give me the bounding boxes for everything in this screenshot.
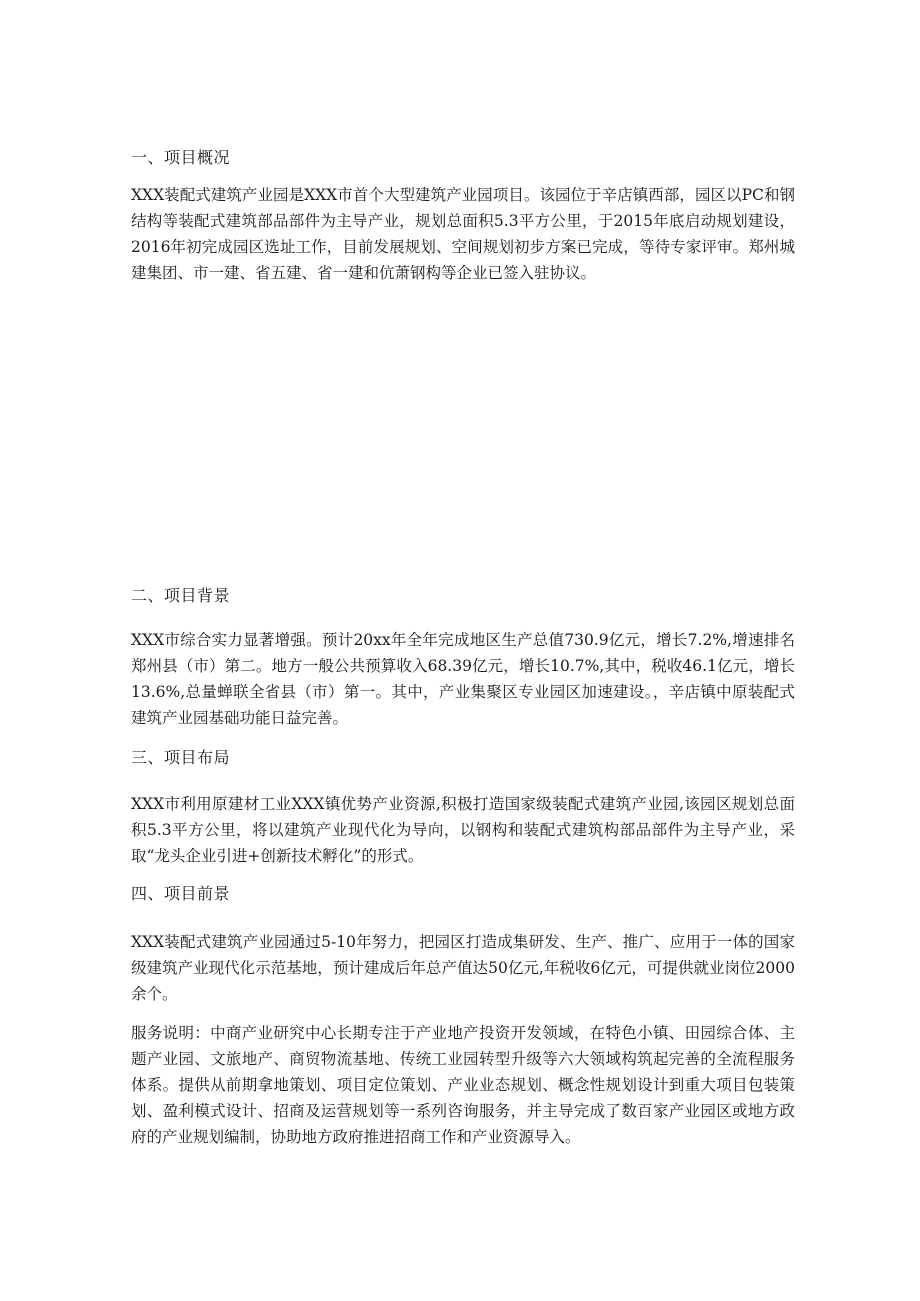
section-heading-prospects: 四、项目前景 <box>131 884 231 903</box>
section-heading-layout: 三、项目布局 <box>131 748 231 767</box>
section-paragraph-overview: XXX装配式建筑产业园是XXX市首个大型建筑产业园项目。该园位于辛店镇西部，园区以PC和钢结构等装配式建筑部品部件为主导产业，规划总面积5.3平方公里，于2015年底启动规划建设，2016年初完成园区选址工作，目前发展规划、空间规划初步方案已完成，等待专家评审。郑州城建集团、市一建、省五建、省一建和伉萧钢构等企业已签入驻协议。 <box>131 186 795 282</box>
service-note-paragraph: 服务说明：中商产业研究中心长期专注于产业地产投资开发领域，在特色小镇、田园综合体、主题产业园、文旅地产、商贸物流基地、传统工业园转型升级等六大领域构筑起完善的全流程服务体系。提供从前期拿地策划、项目定位策划、产业业态规划、概念性规划设计到重大项目包装策划、盈利模式设计、招商及运营规划等一系列咨询服务，并主导完成了数百家产业园区或地方政府的产业规划编制，协助地方政府推进招商工作和产业资源导入。 <box>131 1024 795 1146</box>
section-paragraph-background: XXX市综合实力显著增强。预计20xx年全年完成地区生产总值730.9亿元，增长7.2%,增速排名郑州县（市）第二。地方一般公共预算收入68.39亿元，增长10.7%,其中，税收46.1亿元，增长13.6%,总量蝉联全省县（市）第一。其中，产业集聚区专业园区加速建设。，辛店镇中原装配式建筑产业园基础功能日益完善。 <box>131 631 795 727</box>
section-paragraph-prospects: XXX装配式建筑产业园通过5-10年努力，把园区打造成集研发、生产、推广、应用于一体的国家级建筑产业现代化示范基地，预计建成后年总产值达50亿元,年税收6亿元，可提供就业岗位2000余个。 <box>131 933 795 1003</box>
section-heading-background: 二、项目背景 <box>131 586 231 605</box>
section-heading-overview: 一、项目概况 <box>131 148 231 167</box>
section-paragraph-layout: XXX市利用原建材工业XXX镇优势产业资源,积极打造国家级装配式建筑产业园,该园区规划总面积5.3平方公里，将以建筑产业现代化为导向，以钢构和装配式建筑构部品部件为主导产业，采取“龙头企业引进+创新技术孵化”的形式。 <box>131 795 795 865</box>
